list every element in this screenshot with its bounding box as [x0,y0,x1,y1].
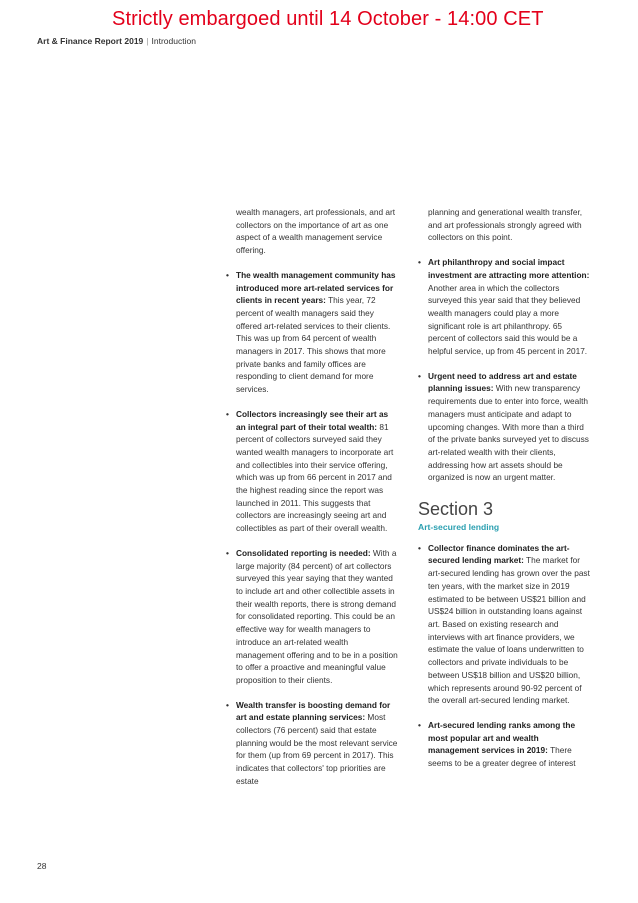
right-intro-paragraph: planning and generational wealth transfer, and art professionals strongly agreed with collectors on this point. [428,207,583,243]
right-column [418,206,590,782]
bullet-heading: Consolidated reporting is needed: [236,547,371,558]
bullet-icon: • [226,408,229,419]
list-item [226,408,398,535]
bullet-icon: • [226,547,229,558]
bullet-heading: Art-secured lending ranks among the most popular art and wealth management services in 2019: [428,719,576,756]
bullet-icon: • [418,257,421,268]
bullet-text: The market for art-secured lending has grown over the past ten years, with the market size in 2019 estimated to be between US$21 billion and US$24 billion in outstanding loans against art. Based on existing research and interviews with art finance providers, we estimate the value of loans underwritten to collectors and private individuals to be between US$18 billion and US$20 billion, which represents around 90-92 percent of the overall art-secured lending market. [428,555,590,706]
bullet-heading: Art philanthropy and social impact investment are attracting more attention: [428,257,590,280]
left-intro-paragraph: wealth managers, art professionals, and art collectors on the importance of art as one aspect of a wealth management service offering. [236,207,396,256]
bullet-text: With a large majority (84 percent) of art collectors surveyed this year saying that they wanted to include art and other collectible assets in their wealth reports, there is strong demand for consolidated reporting. This could be an effective way for wealth managers to introduce an art-related wealth management offering and to be in a position to offer a proactive and meaningful value proposition to their clients. [236,547,398,685]
list-item [418,256,590,358]
list-item [418,370,590,484]
bullet-icon: • [226,699,229,710]
report-title: Art & Finance Report 2019 [37,36,144,46]
bullet-icon: • [226,269,229,280]
bullet-heading: Collector finance dominates the art-secured lending market: [428,542,570,566]
running-header [37,36,196,46]
bullet-icon: • [418,719,421,730]
bullet-text: With new transparency requirements due to enter into force, wealth managers must anticipate and adapt to upcoming changes. With more than a third of the private banks surveyed yet to discuss art-related wealth with their clients, addressing how art assets should be organized is now an urgent matter. [428,383,589,483]
bullet-text: Another area in which the collectors surveyed this year said that they believed wealth managers could play a more significant role is art philanthropy. 65 percent of collectors said this would be a helpful service, up from 45 percent in 2017. [428,282,588,357]
list-item [418,542,590,707]
list-item [226,269,398,396]
list-item [418,719,590,770]
left-column [226,206,398,800]
bullet-text: 81 percent of collectors surveyed said they wanted wealth managers to incorporate art and collectibles into their service offering, which was up from 66 percent in 2017 and the highest reading since the report was launched in 2011. This suggests that collectors are increasingly seeing art and collectibles as part of their overall wealth. [236,421,394,534]
list-item [226,699,398,788]
bullet-heading: Collectors increasingly see their art as an integral part of their total wealth: [236,408,389,432]
bullet-icon: • [418,542,421,553]
page-number: 28 [37,861,47,871]
bullet-heading: Wealth transfer is boosting demand for art and estate planning services: [236,699,391,723]
bullet-heading: The wealth management community has introduced more art-related services for clients in recent years: [236,269,396,306]
bullet-text: There seems to be a greater degree of interest [428,745,576,769]
bullet-text: This year, 72 percent of wealth managers said they offered art-related services to their clients. This was up from 64 percent of wealth managers in 2017. This shows that more private banks and family offices are responding to client demand for more services. [236,295,391,395]
bullet-icon: • [418,370,421,381]
section-subtitle: Art-secured lending [418,522,500,533]
bullet-text: Most collectors (76 percent) said that estate planning would be the most relevant service for them (up from 69 percent in 2017). This indicates that collectors' top priorities are estate [236,712,398,786]
header-section: Introduction [151,36,196,46]
bullet-heading: Urgent need to address art and estate planning issues: [428,370,577,394]
embargo-notice: Strictly embargoed until 14 October - 14:00 CET [112,8,544,30]
section-title: Section 3 [418,499,494,520]
header-separator: | [146,36,149,46]
list-item [226,547,398,687]
